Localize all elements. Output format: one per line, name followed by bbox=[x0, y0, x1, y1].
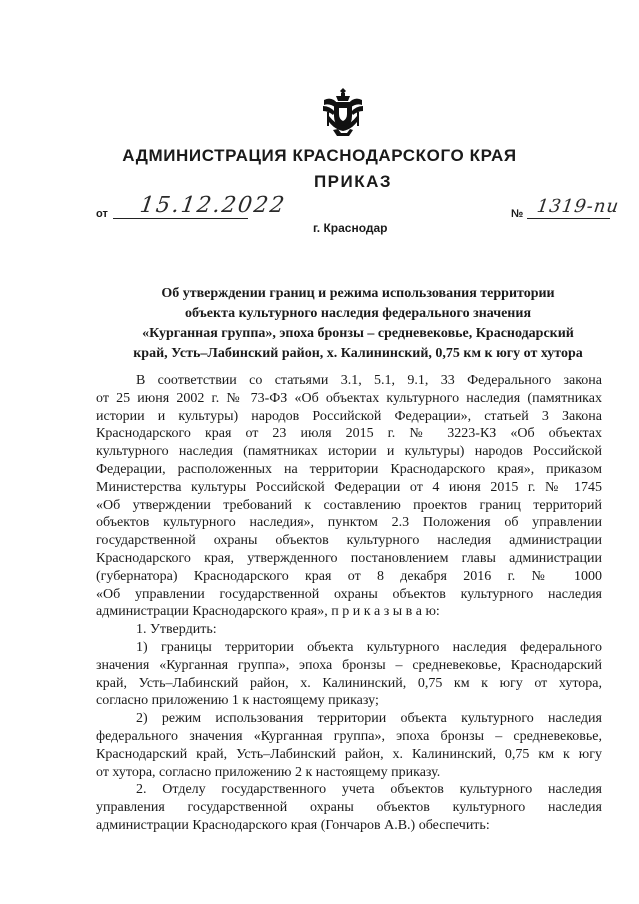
body-line: федерального значения «Курганная группа», эпоха бронзы – средневековье, bbox=[96, 728, 602, 744]
date-underline bbox=[113, 218, 248, 219]
handwritten-date: 15.12.2022 bbox=[138, 193, 288, 218]
title-line: «Курганная группа», эпоха бронзы – средневековье, Краснодарский bbox=[142, 326, 574, 341]
document-type: ПРИКАЗ bbox=[313, 172, 393, 191]
body-line: (губернатора) Краснодарского края от 8 декабря 2016 г. № 1000 bbox=[96, 568, 602, 584]
body-line: 2. Отделу государственного учета объектов культурного наследия bbox=[136, 782, 602, 798]
coat-of-arms-emblem bbox=[321, 86, 365, 138]
order-body bbox=[96, 372, 602, 835]
body-line: В соответствии со статьями 3.1, 5.1, 9.1, 33 Федерального закона bbox=[136, 373, 602, 388]
body-line: истории и культуры) народов Российской Федерации», статьей 3 Закона bbox=[96, 408, 602, 424]
number-underline bbox=[527, 218, 610, 219]
body-line: Краснодарского края, утвержденного постановлением главы администрации bbox=[96, 550, 602, 566]
body-line: культурного наследия (памятниках истории и культуры) народов Российской bbox=[96, 444, 602, 460]
body-line: администрации Краснодарского края (Гончаров А.В.) обеспечить: bbox=[96, 817, 490, 833]
body-line: Министерства культуры Российской Федерации от 4 июня 2015 г. № 1745 bbox=[96, 479, 602, 495]
body-line: 1. Утвердить: bbox=[136, 622, 217, 638]
body-line: объектов культурного наследия», пунктом 2.3 Положения об управлении bbox=[96, 515, 602, 531]
body-line: от 25 июня 2002 г. № 73-ФЗ «Об объектах культурного наследия (памятниках bbox=[96, 390, 602, 406]
body-line: «Об управлении государственной охраны объектов культурного наследия bbox=[96, 586, 602, 602]
number-label: № bbox=[511, 208, 524, 220]
body-line: Федерации, расположенных на территории Краснодарского края», приказом bbox=[96, 461, 602, 477]
city-label: г. Краснодар bbox=[313, 221, 388, 235]
body-line: от хутора, согласно приложению 2 к настоящему приказу. bbox=[96, 764, 441, 780]
organization-name: АДМИНИСТРАЦИЯ КРАСНОДАРСКОГО КРАЯ bbox=[122, 146, 517, 165]
title-line: объекта культурного наследия федерального значения bbox=[184, 306, 532, 321]
body-line: край, Усть–Лабинский район, х. Калининский, 0,75 км к югу от хутора, bbox=[96, 675, 602, 691]
handwritten-number: 1319-пи bbox=[535, 196, 621, 217]
body-line: согласно приложению 1 к настоящему приказу; bbox=[96, 693, 379, 709]
order-title bbox=[108, 284, 608, 364]
body-line: Краснодарский край, Усть–Лабинский район, х. Калининский, 0,75 км к югу bbox=[96, 746, 602, 762]
body-line: государственной охраны объектов культурного наследия администрации bbox=[96, 533, 602, 549]
title-line: край, Усть–Лабинский район, х. Калининский, 0,75 км к югу от хутора bbox=[133, 346, 583, 361]
body-line: администрации Краснодарского края», п р и к а з ы в а ю: bbox=[96, 604, 440, 620]
title-line: Об утверждении границ и режима использования территории bbox=[161, 286, 555, 301]
body-line: «Об утверждении требований к составлению проектов границ территорий bbox=[96, 497, 602, 513]
body-line: значения «Курганная группа», эпоха бронзы – средневековье, Краснодарский bbox=[96, 657, 602, 673]
body-line: Краснодарского края от 23 июля 2015 г. № 3223-КЗ «Об объектах bbox=[96, 426, 602, 442]
body-line: 2) режим использования территории объекта культурного наследия bbox=[136, 711, 602, 727]
date-label: от bbox=[96, 208, 108, 220]
body-line: управления государственной охраны объектов культурного наследия bbox=[96, 800, 602, 816]
body-line: 1) границы территории объекта культурного наследия федерального bbox=[136, 639, 602, 655]
